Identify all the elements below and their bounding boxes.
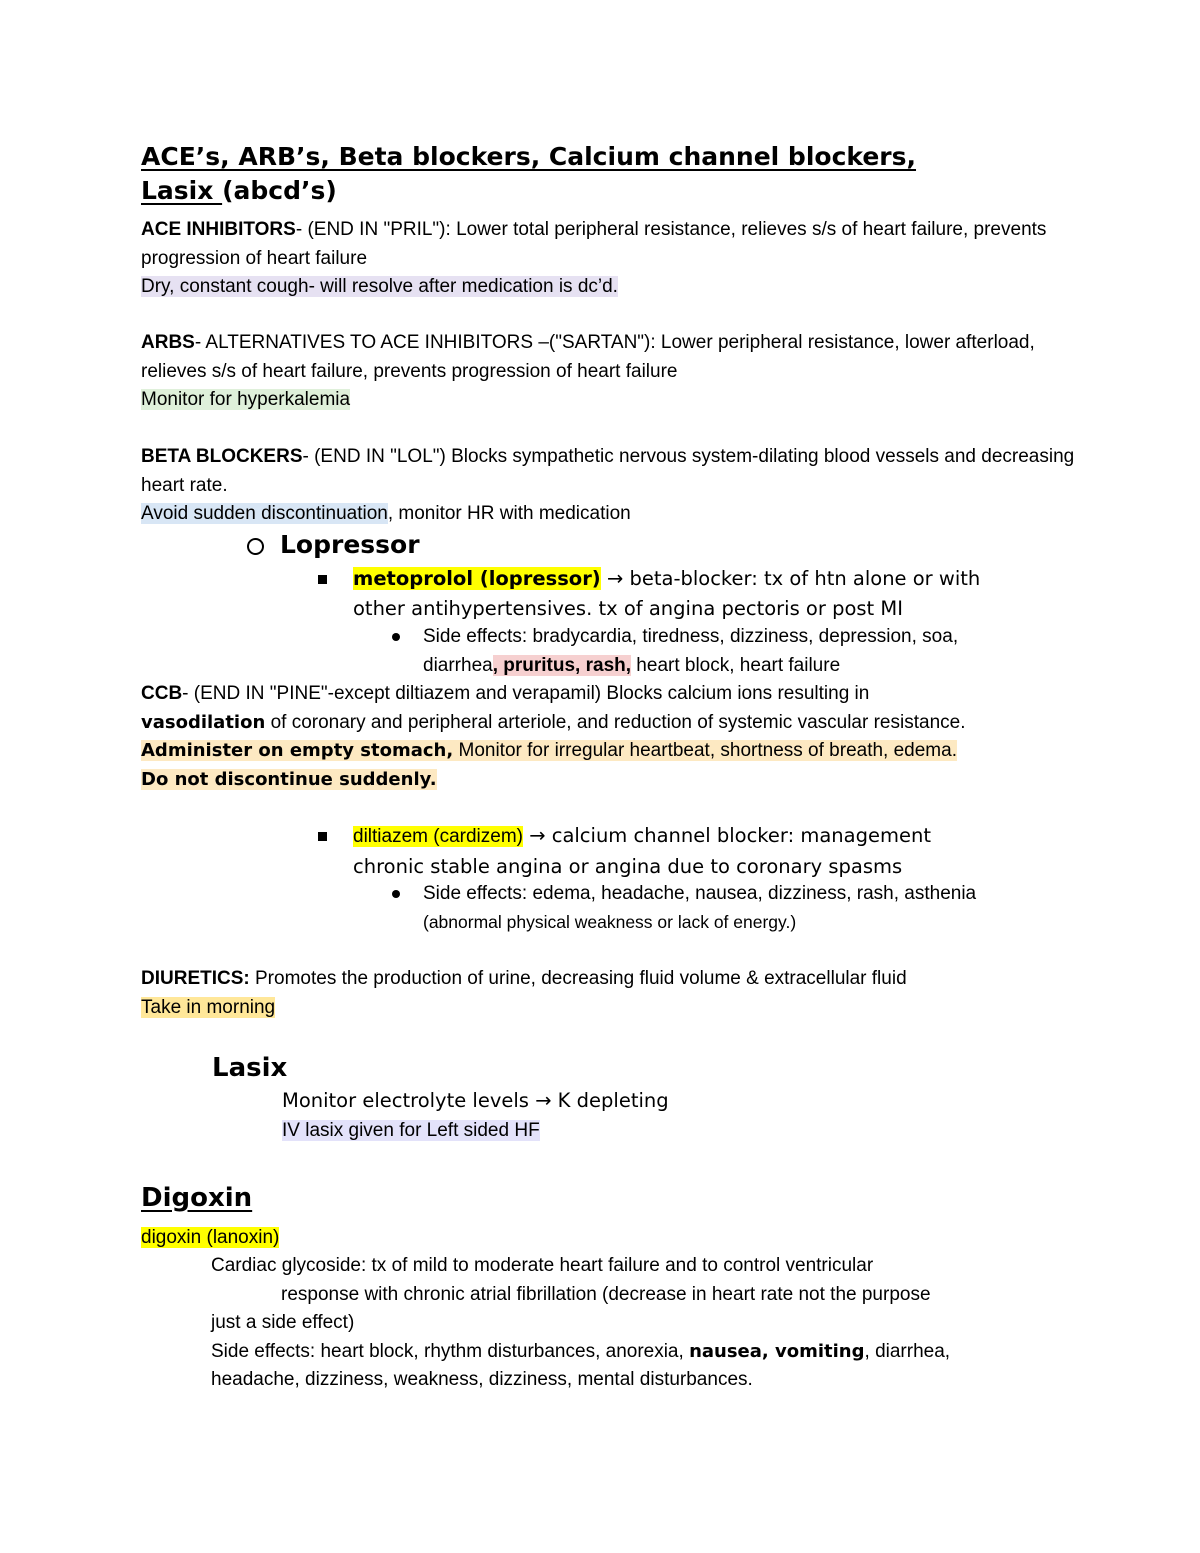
metoprolol-name: metoprolol (lopressor)	[353, 567, 601, 590]
diltiazem-item	[353, 821, 1073, 882]
ccb-discontinue: Do not discontinue suddenly.	[141, 768, 437, 790]
metoprolol-desc-line1: → beta-blocker: tx of htn alone or with	[600, 567, 981, 590]
title-line1: ACE’s, ARB’s, Beta blockers, Calcium channel blockers,	[141, 142, 917, 171]
lopressor-heading	[247, 528, 420, 562]
title-line2-rest: (abcd’s)	[222, 176, 337, 205]
title-line2-underlined: Lasix	[141, 176, 223, 205]
metoprolol-side-line2b: heart block, heart failure	[631, 655, 841, 676]
arbs-note: Monitor for hyperkalemia	[141, 389, 351, 410]
lasix-line2: IV lasix given for Left sided HF	[282, 1120, 540, 1141]
beta-text: - (END IN "LOL") Blocks sympathetic nervous system-dilating blood vessels and decreasing heart rate.	[141, 446, 1075, 496]
ccb-admin-rest: Monitor for irregular heartbeat, shortness of breath, edema.	[453, 740, 957, 761]
metoprolol-side-effects	[423, 622, 1083, 680]
beta-note-rest: , monitor HR with medication	[387, 503, 631, 524]
ccb-text2: of coronary and peripheral arteriole, and reduction of systemic vascular resistance.	[265, 711, 966, 733]
ccb-admin-bold: Administer on empty stomach,	[141, 740, 454, 761]
diuretics-section	[141, 965, 1081, 1022]
ccb-label: CCB	[141, 683, 183, 704]
digoxin-drug-row	[141, 1224, 279, 1253]
digoxin-desc-line3: just a side effect)	[211, 1312, 355, 1333]
digoxin-side-line2: headache, dizziness, weakness, dizziness, mental disturbances.	[211, 1369, 753, 1390]
digoxin-drug-name: digoxin (lanoxin)	[141, 1227, 280, 1248]
lasix-heading: Lasix	[212, 1053, 288, 1083]
square-bullet-icon	[318, 832, 327, 841]
diuretics-label: DIURETICS:	[141, 968, 250, 989]
beta-note-highlight: Avoid sudden discontinuation	[141, 503, 388, 524]
page-title	[141, 140, 1041, 208]
beta-section	[141, 443, 1081, 529]
ccb-text1: - (END IN "PINE"-except diltiazem and verapamil) Blocks calcium ions resulting in	[182, 683, 870, 704]
diuretics-note: Take in morning	[141, 996, 276, 1018]
metoprolol-item	[353, 564, 1073, 624]
digoxin-side-b: , diarrhea,	[864, 1340, 951, 1362]
ccb-bold-word: vasodilation	[141, 711, 266, 733]
digoxin-side-a: Side effects: heart block, rhythm disturbances, anorexia,	[211, 1340, 690, 1362]
ace-text: - (END IN "PRIL"): Lower total peripheral resistance, relieves s/s of heart failure, prevents progression of heart failure	[141, 219, 1047, 269]
metoprolol-side-line1: Side effects: bradycardia, tiredness, dizziness, depression, soa,	[423, 626, 959, 647]
metoprolol-side-highlight: , pruritus, rash,	[492, 655, 632, 676]
lopressor-heading-text: Lopressor	[280, 530, 420, 559]
digoxin-side-bold: nausea, vomiting	[689, 1340, 865, 1362]
lasix-line1: Monitor electrolyte levels → K depleting	[282, 1089, 669, 1112]
beta-label: BETA BLOCKERS	[141, 446, 303, 467]
diltiazem-desc-line2: chronic stable angina or angina due to coronary spasms	[353, 855, 903, 878]
ccb-section	[141, 680, 1081, 794]
diltiazem-desc-line1: → calcium channel blocker: management	[522, 824, 931, 847]
square-bullet-icon	[318, 575, 327, 584]
diuretics-text: Promotes the production of urine, decreasing fluid volume & extracellular fluid	[249, 968, 907, 989]
arbs-text: - ALTERNATIVES TO ACE INHIBITORS –("SARTAN"): Lower peripheral resistance, lower afterload, relieves s/s of heart failure, prevents progression of heart failure	[141, 332, 1035, 382]
hollow-circle-bullet-icon	[247, 538, 264, 555]
digoxin-desc-line1: Cardiac glycoside: tx of mild to moderate heart failure and to control ventricular	[211, 1255, 874, 1276]
dot-bullet-icon	[392, 890, 400, 898]
dot-bullet-icon	[392, 633, 400, 641]
diltiazem-side-effects	[423, 879, 1083, 937]
digoxin-heading: Digoxin	[141, 1183, 253, 1213]
ace-label: ACE INHIBITORS	[141, 219, 296, 240]
diltiazem-side-note: (abnormal physical weakness or lack of energy.)	[423, 912, 797, 932]
lasix-details	[282, 1086, 1082, 1145]
arbs-label: ARBS	[141, 332, 195, 353]
diltiazem-side-line1: Side effects: edema, headache, nausea, dizziness, rash, asthenia	[423, 883, 977, 904]
digoxin-details	[211, 1252, 1091, 1395]
metoprolol-desc-line2: other antihypertensives. tx of angina pectoris or post MI	[353, 597, 903, 620]
ace-note: Dry, constant cough- will resolve after medication is dc’d.	[141, 276, 618, 297]
metoprolol-side-line2a: diarrhea	[423, 655, 493, 676]
digoxin-desc-line2: response with chronic atrial fibrillation (decrease in heart rate not the purpose	[281, 1283, 931, 1305]
diltiazem-name: diltiazem (cardizem)	[353, 826, 523, 847]
arbs-section	[141, 329, 1081, 415]
ace-section	[141, 216, 1081, 302]
